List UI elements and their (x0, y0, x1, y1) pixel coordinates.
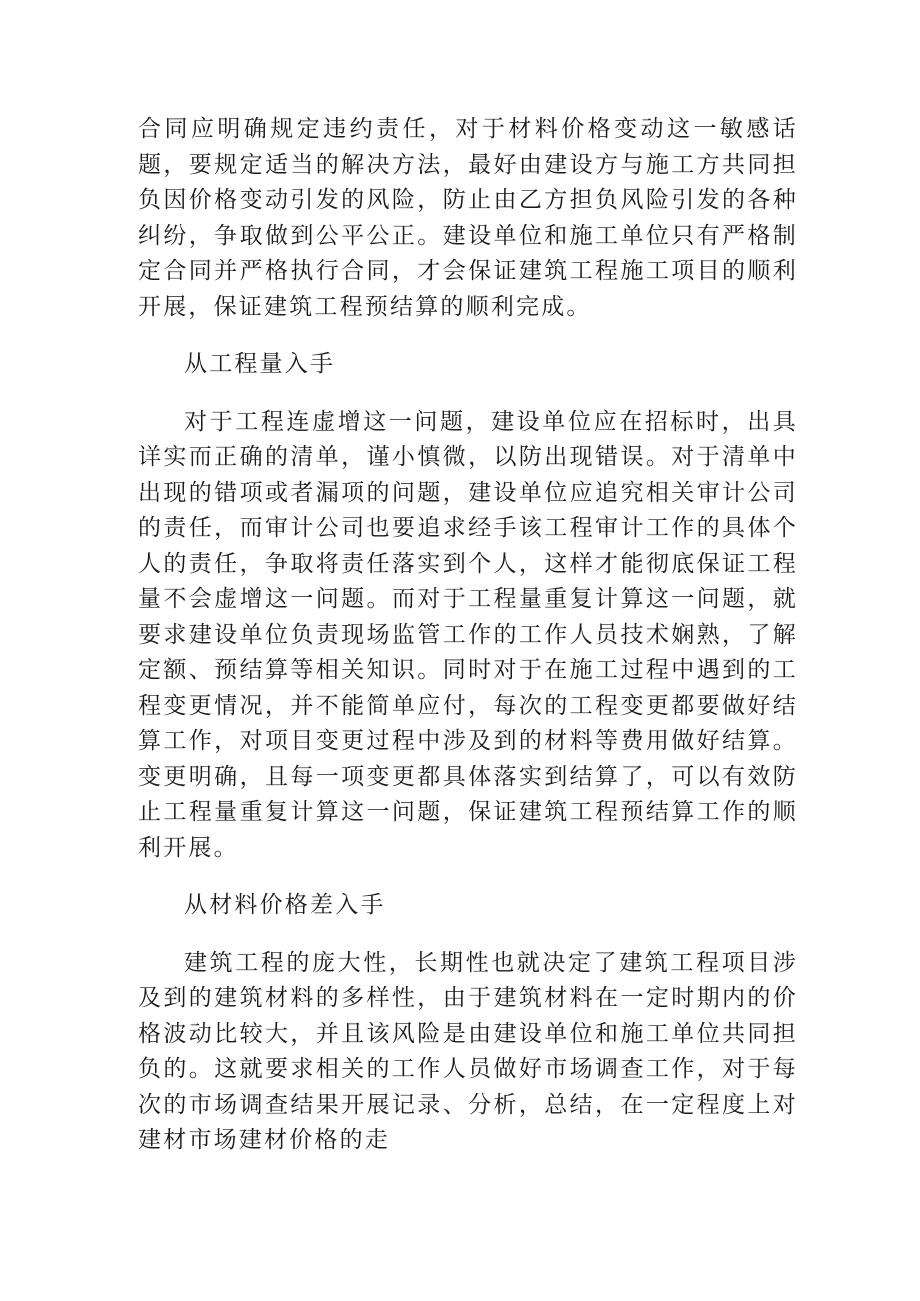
section-heading-material-price: 从材料价格差入手 (184, 892, 386, 918)
document-body (138, 112, 798, 1181)
paragraph-quantity: 对于工程连虚增这一问题，建设单位应在招标时，出具详实而正确的清单，谨小慎微，以防出现错误。对于清单中出现的错项或者漏项的问题，建设单位应追究相关审计公司的责任，而审计公司也要追求经手该工程审计工作的具体个人的责任，争取将责任落实到个人，这样才能彻底保证工程量不会虚增这一问题。而对于工程量重复计算这一问题，就要求建设单位负责现场监管工作的工作人员技术娴熟，了解定额、预结算等相关知识。同时对于在施工过程中遇到的工程变更情况，并不能简单应付，每次的工程变更都要做好结算工作，对项目变更过程中涉及到的材料等费用做好结算。变更明确，且每一项变更都具体落实到结算了，可以有效防止工程量重复计算这一问题，保证建筑工程预结算工作的顺利开展。 (138, 408, 798, 861)
paragraph-material-price: 建筑工程的庞大性，长期性也就决定了建筑工程项目涉及到的建筑材料的多样性，由于建筑材料在一定时期内的价格波动比较大，并且该风险是由建设单位和施工单位共同担负的。这就要求相关的工作人员做好市场调查工作，对于每次的市场调查结果开展记录、分析，总结，在一定程度上对建材市场建材价格的走 (138, 949, 798, 1153)
paragraph-contract-liability: 合同应明确规定违约责任，对于材料价格变动这一敏感话题，要规定适当的解决方法，最好由建设方与施工方共同担负因价格变动引发的风险，防止由乙方担负风险引发的各种纠纷，争取做到公平公正。建设单位和施工单位只有严格制定合同并严格执行合同，才会保证建筑工程施工项目的顺利开展，保证建筑工程预结算的顺利完成。 (138, 116, 798, 320)
section-heading-quantity: 从工程量入手 (184, 351, 336, 377)
